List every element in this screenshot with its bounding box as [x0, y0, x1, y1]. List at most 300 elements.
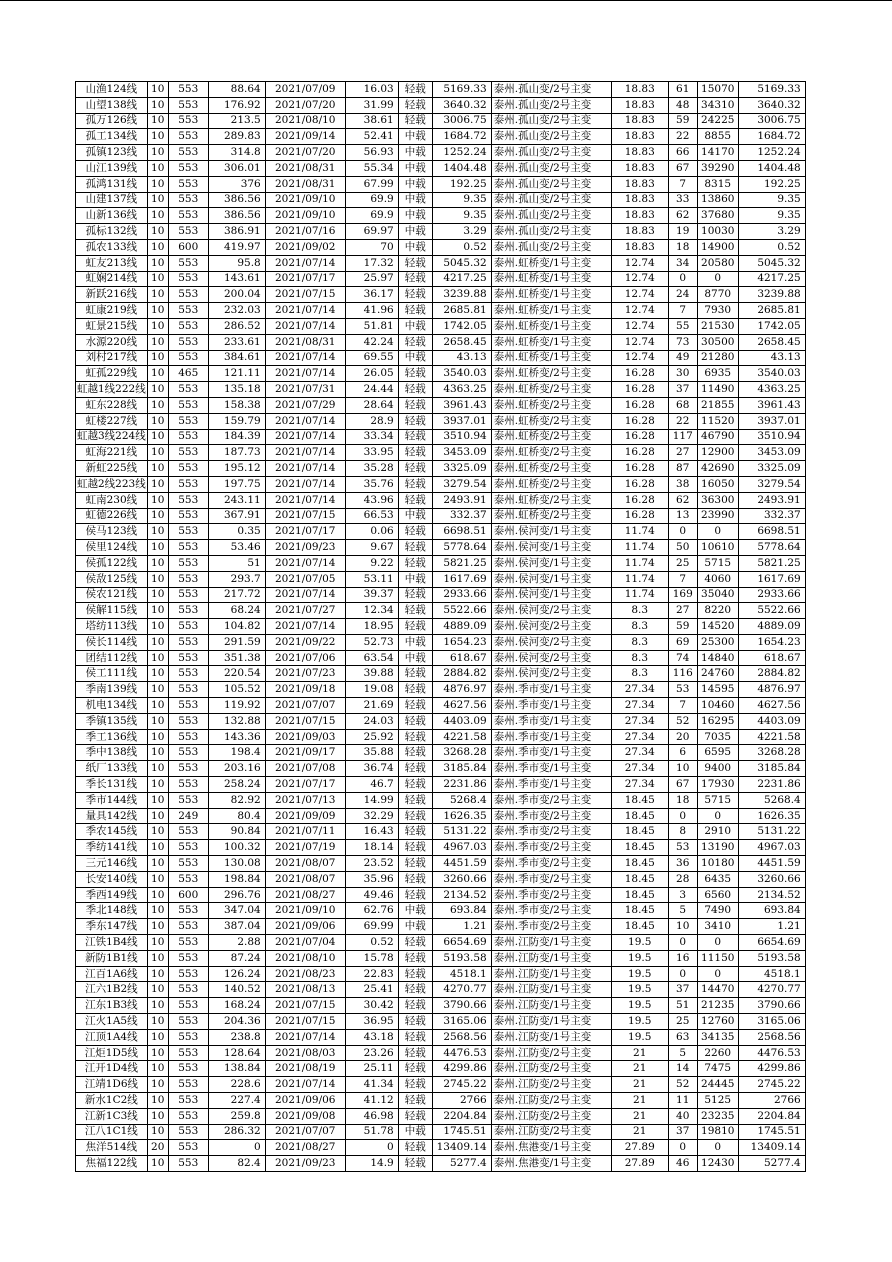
table-row — [76, 1045, 806, 1061]
cell-transformer-load: 11.74 — [611, 587, 668, 603]
cell-available-capacity: 4403.09 — [432, 713, 491, 729]
cell-transformer-load: 27.34 — [611, 698, 668, 714]
cell-available-capacity: 3540.03 — [432, 366, 491, 382]
cell-available-capacity: 6654.69 — [432, 935, 491, 951]
cell-users: 34 — [668, 255, 697, 271]
cell-substation-transformer: 泰州.孤山变/2号主变 — [491, 176, 611, 192]
cell-rated-current: 553 — [168, 666, 208, 682]
cell-load-rate: 39.88 — [345, 666, 398, 682]
table-row — [76, 113, 806, 129]
cell-users: 37 — [668, 382, 697, 398]
cell-available-capacity-2: 5169.33 — [738, 82, 805, 98]
cell-substation-transformer: 泰州.季市变/2号主变 — [491, 887, 611, 903]
cell-transformer-load: 18.83 — [611, 129, 668, 145]
cell-substation-transformer: 泰州.孤山变/2号主变 — [491, 82, 611, 98]
cell-voltage-level: 10 — [147, 1029, 168, 1045]
cell-available-capacity: 2204.84 — [432, 1108, 491, 1124]
cell-transformer-load: 27.34 — [611, 777, 668, 793]
cell-substation-transformer: 泰州.虹桥变/1号主变 — [491, 287, 611, 303]
cell-available-capacity-2: 3279.54 — [738, 476, 805, 492]
cell-max-date: 2021/07/20 — [265, 97, 345, 113]
cell-users: 37 — [668, 982, 697, 998]
cell-max-date: 2021/09/08 — [265, 1108, 345, 1124]
cell-max-date: 2021/09/03 — [265, 729, 345, 745]
cell-user-capacity: 0 — [697, 271, 738, 287]
cell-substation-transformer: 泰州.孤山变/2号主变 — [491, 192, 611, 208]
cell-transformer-load: 18.83 — [611, 239, 668, 255]
cell-rated-current: 553 — [168, 745, 208, 761]
cell-available-capacity-2: 3640.32 — [738, 97, 805, 113]
cell-transformer-load: 11.74 — [611, 524, 668, 540]
cell-rated-current: 553 — [168, 508, 208, 524]
cell-max-date: 2021/09/09 — [265, 808, 345, 824]
cell-transformer-load: 16.28 — [611, 397, 668, 413]
cell-transformer-load: 27.89 — [611, 1140, 668, 1156]
cell-line-name: 侯工111线 — [76, 666, 148, 682]
cell-load-rate: 35.76 — [345, 476, 398, 492]
cell-line-name: 江东1B3线 — [76, 998, 148, 1014]
table-row — [76, 777, 806, 793]
cell-max-date: 2021/08/19 — [265, 1061, 345, 1077]
cell-users: 0 — [668, 935, 697, 951]
cell-load-rate: 39.37 — [345, 587, 398, 603]
cell-substation-transformer: 泰州.虹桥变/2号主变 — [491, 461, 611, 477]
cell-user-capacity: 12760 — [697, 1014, 738, 1030]
cell-line-name: 江火1A5线 — [76, 1014, 148, 1030]
cell-max-current: 53.46 — [208, 540, 265, 556]
table-row — [76, 350, 806, 366]
cell-load-rate: 35.88 — [345, 745, 398, 761]
cell-max-date: 2021/07/15 — [265, 508, 345, 524]
cell-users: 55 — [668, 318, 697, 334]
cell-load-level: 中载 — [398, 919, 432, 935]
cell-line-name: 季北148线 — [76, 903, 148, 919]
cell-available-capacity: 1252.24 — [432, 145, 491, 161]
cell-load-rate: 15.78 — [345, 950, 398, 966]
cell-user-capacity: 30500 — [697, 334, 738, 350]
table-row — [76, 966, 806, 982]
cell-available-capacity: 2745.22 — [432, 1077, 491, 1093]
cell-user-capacity: 14170 — [697, 145, 738, 161]
cell-available-capacity: 0.52 — [432, 239, 491, 255]
cell-max-date: 2021/07/07 — [265, 1124, 345, 1140]
cell-load-level: 轻载 — [398, 382, 432, 398]
cell-available-capacity: 1745.51 — [432, 1124, 491, 1140]
cell-load-rate: 51.81 — [345, 318, 398, 334]
cell-line-name: 虹康219线 — [76, 303, 148, 319]
cell-available-capacity: 9.35 — [432, 192, 491, 208]
cell-users: 20 — [668, 729, 697, 745]
cell-substation-transformer: 泰州.虹桥变/2号主变 — [491, 366, 611, 382]
cell-transformer-load: 18.45 — [611, 903, 668, 919]
cell-available-capacity: 2658.45 — [432, 334, 491, 350]
table-row — [76, 429, 806, 445]
cell-substation-transformer: 泰州.江防变/2号主变 — [491, 1077, 611, 1093]
cell-max-date: 2021/08/07 — [265, 871, 345, 887]
cell-voltage-level: 10 — [147, 998, 168, 1014]
cell-user-capacity: 0 — [697, 966, 738, 982]
cell-max-date: 2021/07/14 — [265, 413, 345, 429]
cell-line-name: 季东147线 — [76, 919, 148, 935]
table-row — [76, 650, 806, 666]
cell-voltage-level: 10 — [147, 350, 168, 366]
cell-available-capacity-2: 1404.48 — [738, 160, 805, 176]
cell-user-capacity: 10030 — [697, 224, 738, 240]
cell-max-current: 51 — [208, 555, 265, 571]
cell-load-level: 中载 — [398, 224, 432, 240]
cell-transformer-load: 19.5 — [611, 998, 668, 1014]
cell-voltage-level: 10 — [147, 208, 168, 224]
cell-max-date: 2021/07/05 — [265, 571, 345, 587]
cell-user-capacity: 6595 — [697, 745, 738, 761]
cell-line-name: 侯解115线 — [76, 603, 148, 619]
table-row — [76, 334, 806, 350]
cell-user-capacity: 42690 — [697, 461, 738, 477]
cell-user-capacity: 0 — [697, 808, 738, 824]
cell-available-capacity-2: 693.84 — [738, 903, 805, 919]
cell-load-level: 轻载 — [398, 1029, 432, 1045]
table-row — [76, 887, 806, 903]
cell-transformer-load: 12.74 — [611, 287, 668, 303]
cell-load-rate: 70 — [345, 239, 398, 255]
cell-rated-current: 553 — [168, 634, 208, 650]
cell-available-capacity: 1617.69 — [432, 571, 491, 587]
cell-max-current: 105.52 — [208, 682, 265, 698]
cell-available-capacity-2: 1626.35 — [738, 808, 805, 824]
table-row — [76, 461, 806, 477]
cell-voltage-level: 10 — [147, 129, 168, 145]
cell-line-name: 季市144线 — [76, 792, 148, 808]
cell-available-capacity: 618.67 — [432, 650, 491, 666]
cell-substation-transformer: 泰州.孤山变/2号主变 — [491, 145, 611, 161]
cell-transformer-load: 18.83 — [611, 97, 668, 113]
cell-voltage-level: 10 — [147, 856, 168, 872]
cell-max-date: 2021/07/04 — [265, 935, 345, 951]
cell-max-current: 100.32 — [208, 840, 265, 856]
cell-line-name: 江六1B2线 — [76, 982, 148, 998]
cell-load-level: 轻载 — [398, 1077, 432, 1093]
feeder-load-table — [75, 81, 806, 1172]
cell-available-capacity-2: 1.21 — [738, 919, 805, 935]
table-row — [76, 982, 806, 998]
cell-transformer-load: 16.28 — [611, 429, 668, 445]
cell-line-name: 季南139线 — [76, 682, 148, 698]
cell-available-capacity: 2231.86 — [432, 777, 491, 793]
cell-voltage-level: 10 — [147, 271, 168, 287]
cell-substation-transformer: 泰州.江防变/1号主变 — [491, 950, 611, 966]
cell-available-capacity: 332.37 — [432, 508, 491, 524]
cell-load-rate: 69.99 — [345, 919, 398, 935]
cell-load-rate: 9.67 — [345, 540, 398, 556]
cell-users: 5 — [668, 1045, 697, 1061]
cell-line-name: 虹德226线 — [76, 508, 148, 524]
cell-rated-current: 553 — [168, 840, 208, 856]
cell-users: 53 — [668, 682, 697, 698]
cell-max-current: 130.08 — [208, 856, 265, 872]
cell-rated-current: 553 — [168, 82, 208, 98]
cell-substation-transformer: 泰州.虹桥变/2号主变 — [491, 508, 611, 524]
cell-substation-transformer: 泰州.侯河变/2号主变 — [491, 619, 611, 635]
cell-load-rate: 25.92 — [345, 729, 398, 745]
cell-users: 0 — [668, 966, 697, 982]
cell-max-current: 87.24 — [208, 950, 265, 966]
cell-substation-transformer: 泰州.江防变/2号主变 — [491, 1124, 611, 1140]
table-row — [76, 508, 806, 524]
cell-load-rate: 16.03 — [345, 82, 398, 98]
cell-user-capacity: 12430 — [697, 1156, 738, 1172]
cell-available-capacity-2: 13409.14 — [738, 1140, 805, 1156]
cell-substation-transformer: 泰州.季市变/1号主变 — [491, 777, 611, 793]
cell-line-name: 虹娴214线 — [76, 271, 148, 287]
cell-line-name: 虹越1线222线 — [76, 382, 148, 398]
cell-users: 0 — [668, 1140, 697, 1156]
table-row — [76, 287, 806, 303]
cell-available-capacity-2: 4627.56 — [738, 698, 805, 714]
cell-line-name: 量具142线 — [76, 808, 148, 824]
cell-substation-transformer: 泰州.江防变/1号主变 — [491, 1014, 611, 1030]
cell-substation-transformer: 泰州.虹桥变/1号主变 — [491, 350, 611, 366]
cell-available-capacity: 2134.52 — [432, 887, 491, 903]
cell-line-name: 刘村217线 — [76, 350, 148, 366]
cell-rated-current: 553 — [168, 761, 208, 777]
cell-max-date: 2021/08/13 — [265, 982, 345, 998]
cell-available-capacity-2: 4967.03 — [738, 840, 805, 856]
cell-load-rate: 17.32 — [345, 255, 398, 271]
cell-transformer-load: 21 — [611, 1124, 668, 1140]
table-row — [76, 808, 806, 824]
cell-rated-current: 553 — [168, 777, 208, 793]
cell-rated-current: 553 — [168, 303, 208, 319]
cell-available-capacity: 4270.77 — [432, 982, 491, 998]
cell-transformer-load: 8.3 — [611, 603, 668, 619]
cell-max-current: 376 — [208, 176, 265, 192]
cell-load-level: 轻载 — [398, 1093, 432, 1109]
cell-line-name: 虹越2线223线 — [76, 476, 148, 492]
cell-max-current: 168.24 — [208, 998, 265, 1014]
cell-user-capacity: 0 — [697, 935, 738, 951]
cell-max-date: 2021/09/14 — [265, 129, 345, 145]
cell-max-current: 351.38 — [208, 650, 265, 666]
cell-available-capacity-2: 3185.84 — [738, 761, 805, 777]
cell-voltage-level: 10 — [147, 982, 168, 998]
cell-available-capacity-2: 2658.45 — [738, 334, 805, 350]
cell-load-rate: 25.97 — [345, 271, 398, 287]
cell-users: 87 — [668, 461, 697, 477]
cell-available-capacity-2: 332.37 — [738, 508, 805, 524]
cell-max-date: 2021/07/14 — [265, 303, 345, 319]
table-row — [76, 587, 806, 603]
cell-substation-transformer: 泰州.季市变/1号主变 — [491, 761, 611, 777]
cell-max-current: 204.36 — [208, 1014, 265, 1030]
cell-substation-transformer: 泰州.孤山变/2号主变 — [491, 239, 611, 255]
cell-transformer-load: 19.5 — [611, 935, 668, 951]
cell-line-name: 焦福122线 — [76, 1156, 148, 1172]
cell-transformer-load: 21 — [611, 1093, 668, 1109]
cell-available-capacity: 3279.54 — [432, 476, 491, 492]
cell-available-capacity: 4627.56 — [432, 698, 491, 714]
cell-max-date: 2021/08/23 — [265, 966, 345, 982]
cell-load-level: 中载 — [398, 350, 432, 366]
cell-user-capacity: 39290 — [697, 160, 738, 176]
cell-load-level: 轻载 — [398, 255, 432, 271]
cell-max-current: 293.7 — [208, 571, 265, 587]
cell-voltage-level: 10 — [147, 729, 168, 745]
cell-voltage-level: 10 — [147, 666, 168, 682]
cell-substation-transformer: 泰州.季市变/2号主变 — [491, 808, 611, 824]
cell-available-capacity-2: 0.52 — [738, 239, 805, 255]
cell-voltage-level: 10 — [147, 1108, 168, 1124]
cell-user-capacity: 21280 — [697, 350, 738, 366]
cell-available-capacity: 5522.66 — [432, 603, 491, 619]
cell-users: 18 — [668, 792, 697, 808]
cell-load-level: 轻载 — [398, 82, 432, 98]
cell-available-capacity-2: 4403.09 — [738, 713, 805, 729]
cell-load-rate: 23.52 — [345, 856, 398, 872]
cell-available-capacity-2: 5778.64 — [738, 540, 805, 556]
cell-substation-transformer: 泰州.侯河变/2号主变 — [491, 603, 611, 619]
cell-max-date: 2021/09/23 — [265, 540, 345, 556]
cell-users: 169 — [668, 587, 697, 603]
table-row — [76, 1014, 806, 1030]
cell-transformer-load: 11.74 — [611, 555, 668, 571]
table-row — [76, 318, 806, 334]
cell-max-current: 386.56 — [208, 208, 265, 224]
cell-available-capacity-2: 3006.75 — [738, 113, 805, 129]
cell-line-name: 孤镇123线 — [76, 145, 148, 161]
cell-load-rate: 33.34 — [345, 429, 398, 445]
cell-load-level: 轻载 — [398, 682, 432, 698]
cell-substation-transformer: 泰州.虹桥变/2号主变 — [491, 476, 611, 492]
cell-load-level: 轻载 — [398, 524, 432, 540]
cell-users: 25 — [668, 1014, 697, 1030]
cell-rated-current: 553 — [168, 445, 208, 461]
cell-voltage-level: 10 — [147, 761, 168, 777]
cell-transformer-load: 19.5 — [611, 1014, 668, 1030]
cell-user-capacity: 14840 — [697, 650, 738, 666]
cell-user-capacity: 14470 — [697, 982, 738, 998]
cell-transformer-load: 18.83 — [611, 192, 668, 208]
cell-available-capacity-2: 4518.1 — [738, 966, 805, 982]
table-row — [76, 1156, 806, 1172]
cell-available-capacity-2: 3239.88 — [738, 287, 805, 303]
table-row — [76, 397, 806, 413]
cell-load-level: 中载 — [398, 1124, 432, 1140]
cell-load-level: 轻载 — [398, 871, 432, 887]
cell-user-capacity: 9400 — [697, 761, 738, 777]
cell-available-capacity: 192.25 — [432, 176, 491, 192]
cell-load-rate: 12.34 — [345, 603, 398, 619]
cell-user-capacity: 2910 — [697, 824, 738, 840]
cell-load-level: 轻载 — [398, 698, 432, 714]
cell-user-capacity: 8770 — [697, 287, 738, 303]
cell-voltage-level: 10 — [147, 82, 168, 98]
cell-load-rate: 38.61 — [345, 113, 398, 129]
cell-transformer-load: 16.28 — [611, 445, 668, 461]
cell-users: 66 — [668, 145, 697, 161]
cell-max-current: 68.24 — [208, 603, 265, 619]
table-row — [76, 176, 806, 192]
cell-transformer-load: 19.5 — [611, 1029, 668, 1045]
cell-load-level: 轻载 — [398, 950, 432, 966]
cell-voltage-level: 10 — [147, 334, 168, 350]
cell-available-capacity-2: 4363.25 — [738, 382, 805, 398]
cell-user-capacity: 7490 — [697, 903, 738, 919]
cell-available-capacity: 3640.32 — [432, 97, 491, 113]
cell-transformer-load: 19.5 — [611, 966, 668, 982]
table-row — [76, 492, 806, 508]
cell-load-level: 轻载 — [398, 824, 432, 840]
cell-voltage-level: 10 — [147, 524, 168, 540]
cell-available-capacity-2: 4451.59 — [738, 856, 805, 872]
cell-max-current: 121.11 — [208, 366, 265, 382]
cell-substation-transformer: 泰州.虹桥变/2号主变 — [491, 429, 611, 445]
cell-available-capacity-2: 3268.28 — [738, 745, 805, 761]
cell-transformer-load: 16.28 — [611, 461, 668, 477]
cell-max-date: 2021/08/31 — [265, 334, 345, 350]
cell-substation-transformer: 泰州.侯河变/1号主变 — [491, 555, 611, 571]
cell-users: 0 — [668, 808, 697, 824]
table-row — [76, 82, 806, 98]
table-row — [76, 1108, 806, 1124]
cell-max-date: 2021/08/27 — [265, 887, 345, 903]
cell-transformer-load: 12.74 — [611, 303, 668, 319]
cell-load-rate: 52.73 — [345, 634, 398, 650]
cell-substation-transformer: 泰州.江防变/1号主变 — [491, 998, 611, 1014]
cell-max-current: 104.82 — [208, 619, 265, 635]
cell-line-name: 江百1A6线 — [76, 966, 148, 982]
table-row — [76, 145, 806, 161]
cell-available-capacity-2: 1654.23 — [738, 634, 805, 650]
cell-rated-current: 553 — [168, 429, 208, 445]
cell-line-name: 江新1C3线 — [76, 1108, 148, 1124]
cell-load-level: 轻载 — [398, 713, 432, 729]
cell-available-capacity-2: 9.35 — [738, 192, 805, 208]
cell-available-capacity-2: 5268.4 — [738, 792, 805, 808]
cell-max-date: 2021/07/23 — [265, 666, 345, 682]
cell-load-rate: 43.18 — [345, 1029, 398, 1045]
cell-users: 16 — [668, 950, 697, 966]
cell-rated-current: 553 — [168, 871, 208, 887]
cell-transformer-load: 18.83 — [611, 176, 668, 192]
cell-voltage-level: 10 — [147, 239, 168, 255]
cell-available-capacity-2: 3790.66 — [738, 998, 805, 1014]
cell-voltage-level: 10 — [147, 950, 168, 966]
cell-rated-current: 553 — [168, 1140, 208, 1156]
cell-rated-current: 553 — [168, 524, 208, 540]
cell-users: 10 — [668, 919, 697, 935]
cell-available-capacity: 4363.25 — [432, 382, 491, 398]
cell-voltage-level: 10 — [147, 160, 168, 176]
cell-load-level: 轻载 — [398, 492, 432, 508]
cell-load-rate: 22.83 — [345, 966, 398, 982]
cell-voltage-level: 10 — [147, 382, 168, 398]
cell-line-name: 虹海221线 — [76, 445, 148, 461]
cell-load-rate: 18.14 — [345, 840, 398, 856]
cell-max-current: 195.12 — [208, 461, 265, 477]
cell-load-rate: 69.9 — [345, 208, 398, 224]
cell-voltage-level: 10 — [147, 571, 168, 587]
cell-rated-current: 553 — [168, 1108, 208, 1124]
cell-voltage-level: 10 — [147, 903, 168, 919]
cell-rated-current: 553 — [168, 919, 208, 935]
cell-voltage-level: 10 — [147, 808, 168, 824]
cell-users: 52 — [668, 713, 697, 729]
cell-max-current: 220.54 — [208, 666, 265, 682]
cell-rated-current: 553 — [168, 650, 208, 666]
cell-line-name: 孤标132线 — [76, 224, 148, 240]
cell-max-current: 386.91 — [208, 224, 265, 240]
cell-max-current: 126.24 — [208, 966, 265, 982]
